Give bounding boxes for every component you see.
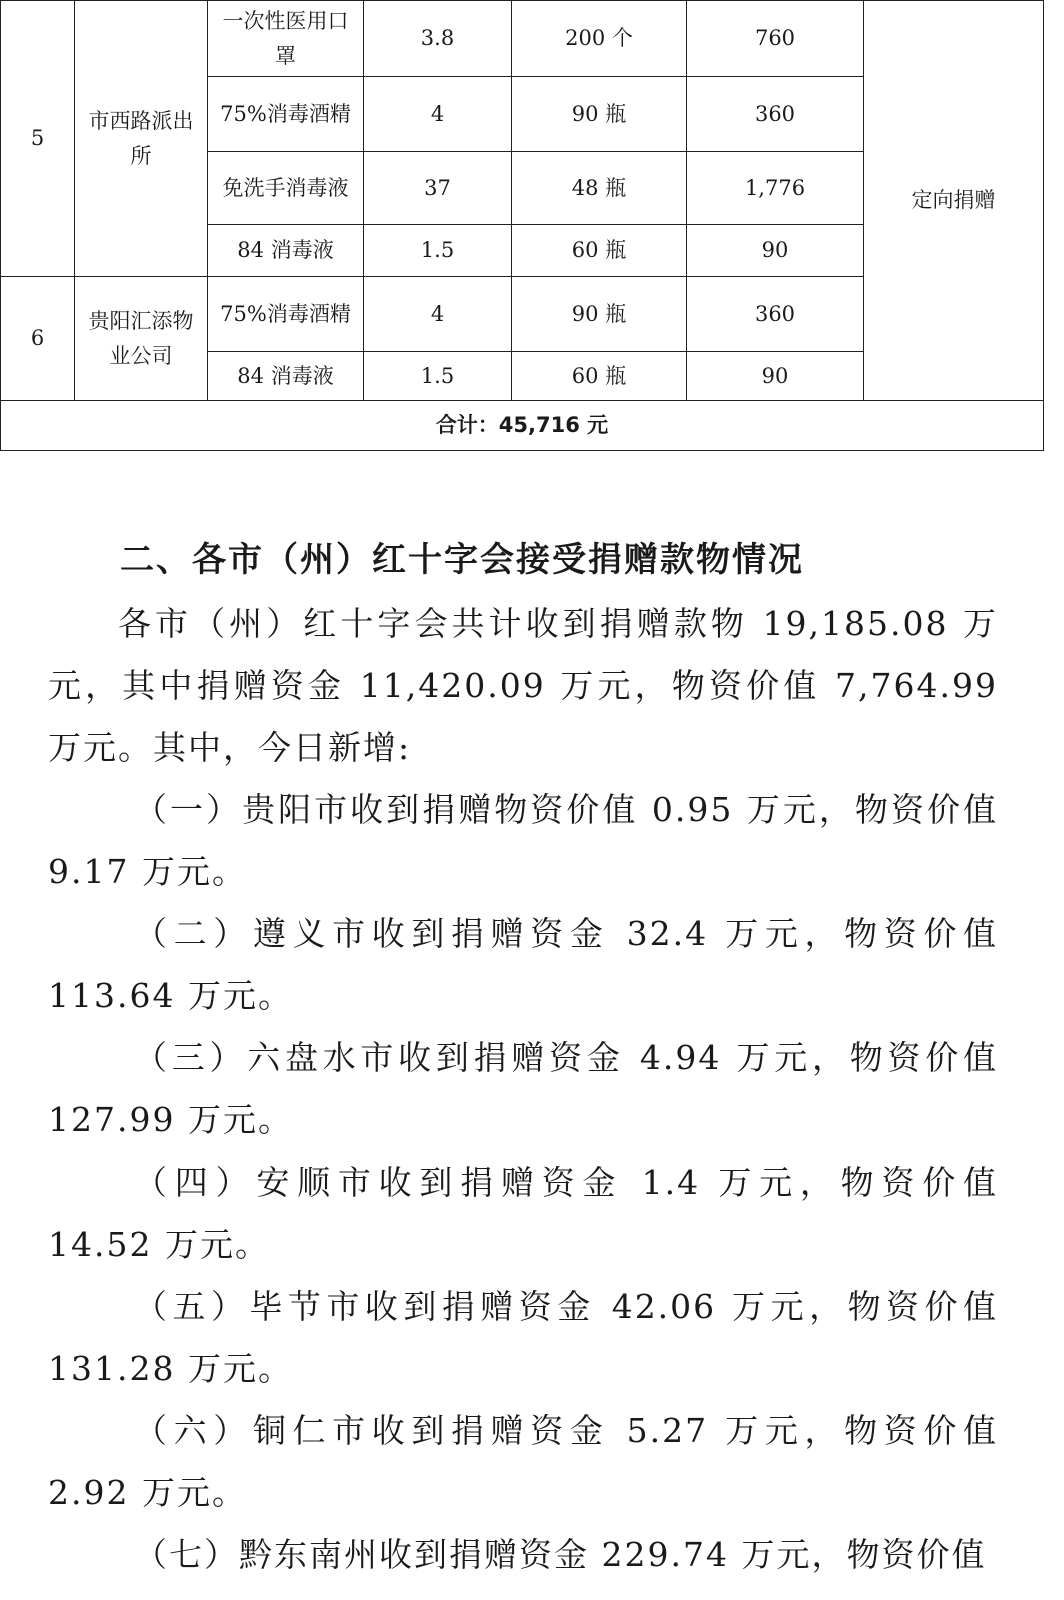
donation-table	[0, 0, 1044, 451]
amount: 1,776	[687, 152, 864, 225]
amount: 90	[687, 352, 864, 401]
row-number: 5	[1, 1, 75, 277]
amount: 760	[687, 1, 864, 77]
item-name: 免洗手消毒液	[208, 152, 364, 225]
quantity: 200 个	[512, 1, 687, 77]
item-name: 84 消毒液	[208, 352, 364, 401]
donor-name: 贵阳汇添物业公司	[75, 277, 208, 401]
city-item-tongren: （六）铜仁市收到捐赠资金 5.27 万元，物资价值 2.92 万元。	[48, 1411, 998, 1512]
intro-paragraph: 各市（州）红十字会共计收到捐赠款物 19,185.08 万元，其中捐赠资金 11,420.09 万元，物资价值 7,764.99 万元。其中，今日新增:	[48, 604, 998, 767]
amount: 360	[687, 77, 864, 152]
quantity: 60 瓶	[512, 352, 687, 401]
quantity: 90 瓶	[512, 77, 687, 152]
item-name: 84 消毒液	[208, 225, 364, 277]
item-name: 75%消毒酒精	[208, 277, 364, 352]
quantity: 60 瓶	[512, 225, 687, 277]
unit-price: 1.5	[364, 225, 512, 277]
remark-cell: 定向捐赠	[864, 1, 1044, 401]
total-row	[1, 401, 1044, 451]
amount: 90	[687, 225, 864, 277]
city-item-anshun: （四）安顺市收到捐赠资金 1.4 万元，物资价值 14.52 万元。	[48, 1163, 998, 1264]
row-number: 6	[1, 277, 75, 401]
section-heading: 二、各市（州）红十字会接受捐赠款物情况	[120, 540, 804, 580]
table-row	[1, 1, 1044, 77]
total-label: 合计：45,716 元	[1, 401, 1044, 451]
city-item-zunyi: （二）遵义市收到捐赠资金 32.4 万元，物资价值 113.64 万元。	[48, 914, 998, 1015]
quantity: 48 瓶	[512, 152, 687, 225]
unit-price: 3.8	[364, 1, 512, 77]
city-item-bijie: （五）毕节市收到捐赠资金 42.06 万元，物资价值 131.28 万元。	[48, 1287, 998, 1388]
amount: 360	[687, 277, 864, 352]
quantity: 90 瓶	[512, 277, 687, 352]
unit-price: 4	[364, 77, 512, 152]
unit-price: 1.5	[364, 352, 512, 401]
item-name: 75%消毒酒精	[208, 77, 364, 152]
city-item-guiyang: （一）贵阳市收到捐赠物资价值 0.95 万元，物资价值 9.17 万元。	[48, 790, 998, 891]
unit-price: 4	[364, 277, 512, 352]
donor-name: 市西路派出所	[75, 1, 208, 277]
city-item-liupanshui: （三）六盘水市收到捐赠资金 4.94 万元，物资价值 127.99 万元。	[48, 1038, 998, 1139]
city-item-qiandongnan: （七）黔东南州收到捐赠资金 229.74 万元，物资价值	[134, 1535, 987, 1574]
unit-price: 37	[364, 152, 512, 225]
item-name: 一次性医用口罩	[208, 1, 364, 77]
